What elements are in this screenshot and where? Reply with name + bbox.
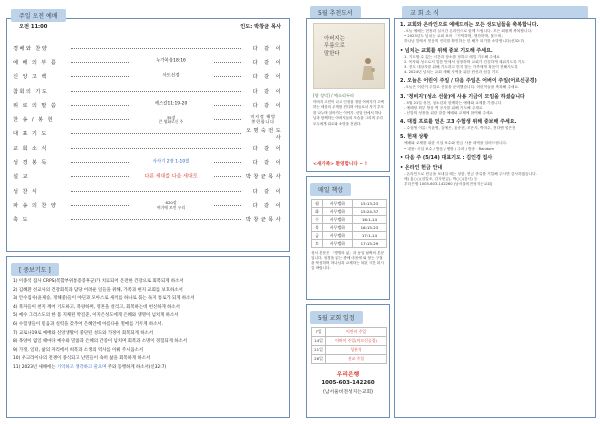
news-detail: - 신앙의 성장을 위한 말씀 예배와 교제에 참여해 주세요 (404, 111, 494, 116)
worship-order-row (13, 84, 283, 98)
right-column-a (306, 6, 390, 418)
book-author: [양 성덕] / 예소리두라 (313, 93, 355, 98)
order-item-label: 신 앙 고 백 (13, 74, 48, 81)
worship-order-row (13, 55, 283, 69)
recommend-header: 5월 추천도서 (310, 6, 361, 19)
church-schedule-box (306, 304, 390, 418)
reading-range: 17:1-14 (352, 232, 386, 240)
recommended-book-box (306, 18, 390, 172)
order-dotted-leader (71, 148, 241, 149)
worship-order-row (13, 41, 283, 55)
right-column-b (394, 6, 596, 418)
order-dotted-leader (71, 219, 241, 220)
news-item (400, 48, 590, 76)
reading-row (312, 208, 387, 216)
reading-table (311, 199, 387, 248)
worship-order-row (13, 198, 283, 212)
news-list (395, 19, 595, 187)
worship-order-row (13, 112, 283, 126)
prayer-item: 3) 안수집사(윤제승, 정해중)들이 야딘과 모아스로 새끼를 하나로 묶는 독지 통로가 되게 하소서 (13, 296, 195, 302)
book-cover-image (313, 23, 385, 89)
news-detail: - 온라인으로 헌금을 보내실 때는 성함, 헌금 종류를 기입해 주시면 감사하겠습니다. (404, 171, 537, 176)
schedule-date: 7일 (312, 328, 326, 337)
news-headline: 3. '정비지'(성소 선물)에 사용 기금이 모임을 하셨습니다 (400, 93, 525, 100)
order-item-label: 경배와 찬양 (13, 45, 49, 52)
schedule-date: 28일 (312, 355, 326, 364)
order-item-label: 찬 송 / 봉 헌 (13, 117, 54, 124)
order-item-detail: 다른 세대를 다음 세대로 (129, 174, 213, 180)
news-headline: • 다음 주 (5/14) 대표기도 : 김인경 집사 (400, 154, 493, 161)
news-detail: - 예배당 외부 방음 벽 공사를 위해 기도해 주세요 (404, 105, 483, 110)
order-item-label: 교 회 소 식 (13, 145, 48, 152)
news-detail: 하나님 앞에서 믿음의 진리를 확인하는 한 해가 되기를 소망합니다(신32:7) (404, 39, 525, 44)
reading-row (312, 224, 387, 232)
book-cover-title: 아버지는 무릎으로 말한다 (324, 36, 345, 57)
schedule-row (312, 337, 387, 346)
order-item-label: 축 도 (13, 217, 29, 224)
schedule-event: 어린이 주일 (326, 328, 387, 337)
order-item-presenter: 박창균목사 (245, 174, 283, 181)
reading-book: 사무엘하 (323, 224, 353, 232)
order-item-label: 참회의 기도 (13, 88, 49, 95)
news-headline: • 온라인 헌금 안내 (400, 164, 443, 171)
reading-day: 금 (312, 232, 323, 240)
prayer-header-label: 중보기도 (23, 267, 47, 274)
reading-book: 사무엘하 (323, 200, 353, 208)
news-detail: • 내용: 시설 보수 / 방음 / 냉방 / 주차 / 방송 · Random (404, 146, 494, 151)
schedule-header: 5월 교회 일정 (310, 311, 363, 324)
news-headline: 4. 대접 프로를 얻은 고3 수험생 위해 중보해 주세요. (400, 119, 517, 126)
prayer-item: 5) 예수 그리스도의 한 몸 지체된 박길준, 이지은성도에게 은혜와 생명이 넘치게 하소서 (13, 313, 179, 319)
schedule-date: 21일 (312, 346, 326, 355)
prayer-list (7, 278, 289, 373)
order-item-presenter: 다 같 이 (252, 88, 283, 95)
order-item-label: 위 로 의 말 씀 (13, 102, 58, 109)
news-headline: 5. 헌재 상황 (400, 134, 429, 141)
prayer-item: 9) 가정, 일터, 삶의 자리에서 희복과 소생의 역사를 이뤄 주시옵소서 (13, 347, 144, 353)
worship-order-row (13, 184, 283, 198)
order-dotted-leader (71, 91, 241, 92)
reading-book: 사무엘하 (323, 240, 353, 248)
order-item-presenter: 다 같 이 (252, 45, 283, 52)
news-item (400, 155, 590, 162)
prayer-highlight: 기억하고 생각하고 물으며 (56, 364, 107, 370)
daily-reading-box (306, 176, 390, 300)
order-item-presenter: 다 같 이 (252, 160, 283, 167)
reading-header: 매일 책상 (310, 183, 351, 196)
order-item-detail: 35장 큰 영화로신 주 (129, 115, 213, 123)
prayer-item: 4) 북자들이 천지 깨어 기도하고, 북양하며, 영혼을 살리고, 회복하는데 헌신하게 하소서 (13, 304, 180, 310)
prayer-item: 8) 목양이 없일 때마다 예수와 말씀과 은혜의 간증이 넘치며 회복과 소명이 경험되게 하소서 (13, 339, 187, 345)
reading-note: 성서 본문은 「생명의 삶」과 동일 날짜의 본문입니다. 성경을 읽는 중에 마음에 와 닿는 구절을 묵상하며 하나님과 교제하는 복된 시간 되시길 바랍니다. (311, 251, 385, 270)
reading-book: 사무엘하 (323, 208, 353, 216)
order-item-presenter: 다 같 이 (252, 188, 283, 195)
reading-book: 사무엘하 (323, 216, 353, 224)
reading-range: 16:15-23 (352, 224, 386, 232)
prayer-item: 10) 우크라이나의 전쟁이 종식되고 난민들이 속히 삶을 회복하게 하소서 (13, 356, 151, 362)
book-cover-illustration (358, 56, 378, 80)
worship-order-row (13, 70, 283, 84)
prayer-item: 2) 김혜환 선교사의 건강회복과 담당 어려운 일들을 위해, 가족과 현지 교회를 보호하소서 (13, 287, 183, 293)
order-item-presenter: 다 같 이 (252, 59, 283, 66)
order-item-label: 설 교 (13, 174, 29, 181)
order-item-detail: 620장 여기에 모인 우리 (129, 201, 213, 209)
intercessory-prayer-box (6, 256, 290, 418)
schedule-event: 선교 주일 (326, 355, 387, 364)
schedule-table (311, 327, 387, 364)
prayer-item: 6) 수험생들이 믿음과 실력을 갖추어 은혜안에 아름다운 열매를 거두게 하소서. (13, 321, 163, 327)
schedule-row (312, 328, 387, 337)
reading-day: 수 (312, 216, 323, 224)
order-item-label: 파 송 의 찬 양 (13, 202, 58, 209)
book-description: 아버지 고민이 나고 인정을 정한 아버지가 고백하는 세상의 무게를 견디며 아들로서 자기 부모를 나누며 살아가는 이야기. 신앙 안에서 하나님과 함께하는 아버지들의 모습을 그리며 우리 모두에게 위로와 소망을 건넨다. (313, 100, 384, 126)
schedule-event: 어버이 주일(어르신공경) (326, 337, 387, 346)
order-item-detail: 누가복음18:16 (129, 60, 213, 65)
order-item-detail: 사도신경 (129, 74, 213, 79)
reading-range: 15:13-23 (352, 200, 386, 208)
reading-row (312, 240, 387, 248)
news-headline: 2. 오늘은 어린이 주일 / 다음 주일은 어버이 주일(어르신공경) (400, 78, 537, 85)
reading-day: 목 (312, 224, 323, 232)
news-item (400, 119, 590, 131)
worship-order-list (13, 41, 283, 227)
news-detail: 3. 전도 대상자를 위해 기도하고 믿지 않는 가족에게 복음이 전해지도록 (404, 65, 518, 70)
reading-range: 17:15-29 (352, 240, 386, 248)
worship-order-row (13, 170, 283, 184)
news-item (400, 78, 590, 90)
schedule-row (312, 355, 387, 364)
order-item-presenter: 다 같 이 (252, 102, 283, 109)
worship-order-row (13, 213, 283, 227)
news-detail: 예배와 교제를 위한 시설 보수와 헌금 사용 내역을 알려드립니다. (404, 141, 508, 146)
news-detail: • 2023년도 넘치는 교회 표어 「기억하며, 생각하며, 물으며」 (404, 34, 505, 39)
worship-order-row (13, 98, 283, 112)
order-item-label: 성 경 봉 독 (13, 160, 48, 167)
worship-order-row (13, 141, 283, 155)
order-item-presenter: 미지정 해벙 봉헌합니다 (243, 115, 283, 125)
church-news-box (394, 18, 596, 418)
prayer-item: 7) 교로나19로 예배와 신앙생활이 중단된 성도와 가정이 회복되게 하소서 (13, 330, 154, 336)
reading-day: 토 (312, 240, 323, 248)
news-headline: 1. 교회와 온라인으로 예배드리는 모든 성도님들을 축복합니다. (400, 22, 539, 28)
bank-account-number: 1005-603-142260 (321, 380, 375, 386)
order-item-label: 대 표 기 도 (13, 131, 48, 138)
order-item-presenter: 박창균목사 (245, 217, 283, 224)
reading-day: 월 (312, 200, 323, 208)
worship-order-row (13, 155, 283, 169)
order-item-label: 성 찬 식 (13, 188, 39, 195)
prayer-header: [ 중보기도 ] (11, 263, 59, 276)
news-item (400, 134, 590, 151)
order-dotted-leader (71, 191, 241, 192)
news-headline: • 넘치는 교회를 위해 중보 기도해 주세요. (400, 47, 493, 54)
news-detail: 1. 기도할 수 있는 시간과 장소를 정하고 매일 기도해 주세요 (404, 54, 500, 59)
order-dotted-leader (71, 133, 241, 134)
news-detail: - 5월 21일 성찬, 청소년과 함께하는 예배와 교제를 가집니다 (404, 100, 502, 105)
order-item-detail: 예스갈11:19-20 (129, 103, 213, 108)
reading-book: 사무엘하 (323, 232, 353, 240)
worship-bulletin-page (6, 6, 290, 418)
worship-leader: 인도: 박창균 목사 (240, 24, 281, 30)
order-item-label: 예 배 의 부 름 (13, 59, 58, 66)
order-item-presenter: 다 같 이 (252, 74, 283, 81)
order-item-presenter: 다 같 이 (252, 145, 283, 152)
news-item (400, 22, 590, 45)
reading-row (312, 200, 387, 208)
prayer-item: 11) 2023년 새해에는 기억하고 생각하고 물으며 주와 동행하게 하소서(신32:7) (13, 364, 167, 370)
worship-time: 오전 11:00 (19, 24, 48, 30)
news-detail: 예) 홍○○(십일조, 감사헌금), 박○○(감사) 등 (404, 177, 478, 182)
order-item-presenter: 다 같 이 (252, 202, 283, 209)
worship-order-box (6, 13, 290, 252)
bank-account-owner: (남서울비전성지는교회) (322, 390, 374, 395)
order-dotted-leader (71, 48, 241, 49)
order-item-detail: 사사기 2장 1-10절 (129, 160, 213, 165)
reading-row (312, 232, 387, 240)
new-family-welcome: <새가족> 환영합니다 ~ ! (313, 162, 367, 167)
worship-order-row (13, 127, 283, 141)
news-detail: 2. 목자와 성도로서 말씀 안에서 성장하며 교회가 건강하게 세워지도록 기도 (404, 59, 525, 64)
reading-range: 16:1-14 (352, 216, 386, 224)
news-detail: 4. 2024년 넘치는 교회 새해 사역을 위한 헌신과 섬김 기도 (404, 70, 499, 75)
news-detail: -오늘은 어린이 주일로 선물을 준비했습니다. 어린이들을 축복해 주세요. (404, 85, 520, 90)
news-detail: 우리은행 1005-603-142260 (남서울비전성지는교회) (404, 182, 493, 187)
prayer-item: 1) 이종석 집사 CRPS(복합부위통증증후군)가 치료되어 온전한 건강으로 회복되게 하소서 (13, 279, 184, 284)
news-detail: - 수험생 이름: 이윤영, 김예은, 윤송현, 조은지, 박지수, 전다엔 임은진 (404, 126, 516, 131)
schedule-date: 14일 (312, 337, 326, 346)
news-item (400, 165, 590, 188)
worship-header: 주일 오전 예배 (11, 9, 66, 22)
news-header: 교 회 소 식 (402, 6, 588, 19)
reading-row (312, 216, 387, 224)
order-item-presenter: 오명숙전도사 (245, 127, 283, 141)
news-bulletin-page (306, 6, 596, 418)
reading-range: 15:24-37 (352, 208, 386, 216)
schedule-row (312, 346, 387, 355)
bank-name: 우리은행 (336, 372, 360, 378)
reading-day: 화 (312, 208, 323, 216)
news-detail: -오늘 예배는 현장과 실시간 온라인으로 함께 드립니다. 모든 회원께 축복합니다. (404, 29, 533, 33)
news-item (400, 94, 590, 117)
schedule-event: 성찬식 (326, 346, 387, 355)
